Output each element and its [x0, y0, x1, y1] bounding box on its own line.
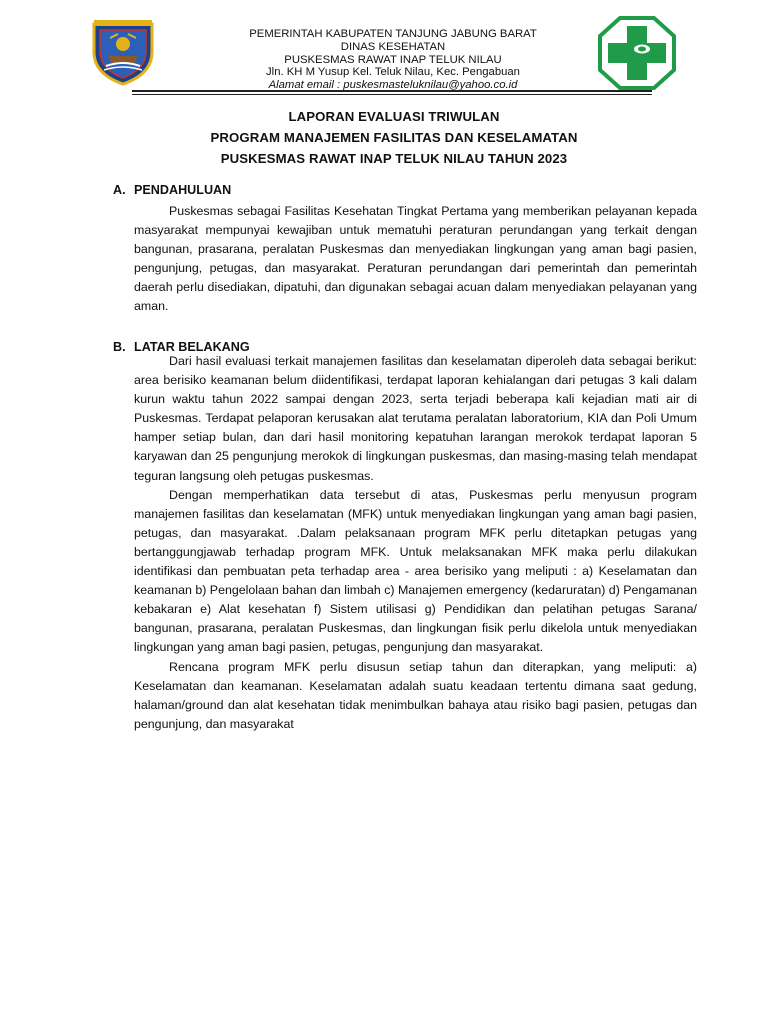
paragraph: Puskesmas sebagai Fasilitas Kesehatan Tingkat Pertama yang memberikan pelayanan kepada masyarakat mempunyai kewajiban untuk mematuhi peraturan perundangan yang terkait dengan bangunan, prasarana, peralatan Puskesmas dan menyediakan lingkungan yang aman bagi pasien, pengunjung, petugas, dan masyarakat. Peraturan perundangan dari pemerintah dan pemerintah daerah perlu disediakan, dipatuhi, dan digunakan sebagai acuan dalam menyediakan pelayanan yang aman. [134, 204, 697, 314]
letterhead-divider-thin [132, 94, 652, 95]
letterhead-text [200, 28, 586, 92]
letterhead-address: Jln. KH M Yusup Kel. Teluk Nilau, Kec. Pengabuan [266, 66, 520, 79]
letterhead [0, 0, 768, 96]
paragraph: Dari hasil evaluasi terkait manajemen fasilitas dan keselamatan diperoleh data sebagai berikut: area berisiko keamanan belum diidentifikasi, terdapat laporan kehialangan dari petugas 3 kali dalam kurun waktu tahun 2022 sampai dengan 2023, serta terjadi beberapa kali kejadian mati air di Puskesmas. Terdapat pelaporan kerusakan alat terutama peralatan laboratorium, KIA dan Poli Umum hamper setiap bulan, dan dari hasil monitoring kepatuhan larangan merokok terdapat laporan 5 karyawan dan 25 pengunjung merokok di lingkungan puskesmas, dan masing-masing telah mendapat teguran langsung oleh petugas puskesmas. [134, 354, 697, 483]
letterhead-email: Alamat email : puskesmasteluknilau@yahoo.co.id [268, 79, 518, 92]
paragraph: Rencana program MFK perlu disusun setiap tahun dan diterapkan, yang meliputi: a) Keselamatan dan keamanan. Keselamatan adalah suatu keadaan tertentu dimana saat gedung, halaman/ground dan alat kesehatan tidak menimbulkan bahaya atau risiko bagi pasien, petugas dan pengunjung, dan masyarakat [134, 659, 697, 731]
report-title-line-3: PUSKESMAS RAWAT INAP TELUK NILAU TAHUN 2023 [220, 151, 568, 166]
letterhead-department: DINAS KESEHATAN [340, 40, 446, 53]
report-title [100, 106, 688, 169]
section-body-latar-belakang [134, 352, 697, 734]
puskesmas-green-cross-icon [598, 16, 676, 90]
report-title-line-1: LAPORAN EVALUASI TRIWULAN [288, 109, 500, 124]
section-body-pendahuluan [134, 202, 697, 317]
letterhead-divider-thick [132, 90, 652, 92]
section-title: LATAR BELAKANG [134, 340, 250, 354]
report-title-line-2: PROGRAM MANAJEMEN FASILITAS DAN KESELAMATAN [210, 130, 578, 145]
section-number: B. [113, 340, 126, 354]
section-heading-pendahuluan [113, 183, 231, 197]
section-number: A. [113, 183, 126, 197]
letterhead-government: PEMERINTAH KABUPATEN TANJUNG JABUNG BARAT [249, 28, 537, 40]
letterhead-facility: PUSKESMAS RAWAT INAP TELUK NILAU [284, 53, 502, 66]
section-title: PENDAHULUAN [134, 183, 232, 197]
regency-coat-of-arms-icon [88, 16, 158, 86]
paragraph: Dengan memperhatikan data tersebut di atas, Puskesmas perlu menyusun program manajemen fasilitas dan keselamatan (MFK) untuk menyediakan lingkungan yang aman bagi pasien, petugas, dan masyarakat. .Dalam pelaksanaan program MFK perlu ditetapkan petugas yang bertanggungjawab terhadap program MFK. Untuk melaksanakan MFK maka perlu dilakukan identifikasi dan pembuatan peta terhadap area - area berisiko yang meliputi : a) Keselamatan dan keamanan b) Pengelolaan bahan dan limbah c) Manajemen emergency (kedaruratan) d) Pengamanan kebakaran e) Alat kesehatan f) Sistem utilisasi g) Pendidikan dan pelatihan petugas Sarana/ bangunan, prasarana, peralatan Puskesmas, dan lingkungan fisik perlu dikelola untuk menyediakan lingkungan yang aman bagi pasien, petugas, pengunjung dan masyarakat. [134, 487, 697, 655]
